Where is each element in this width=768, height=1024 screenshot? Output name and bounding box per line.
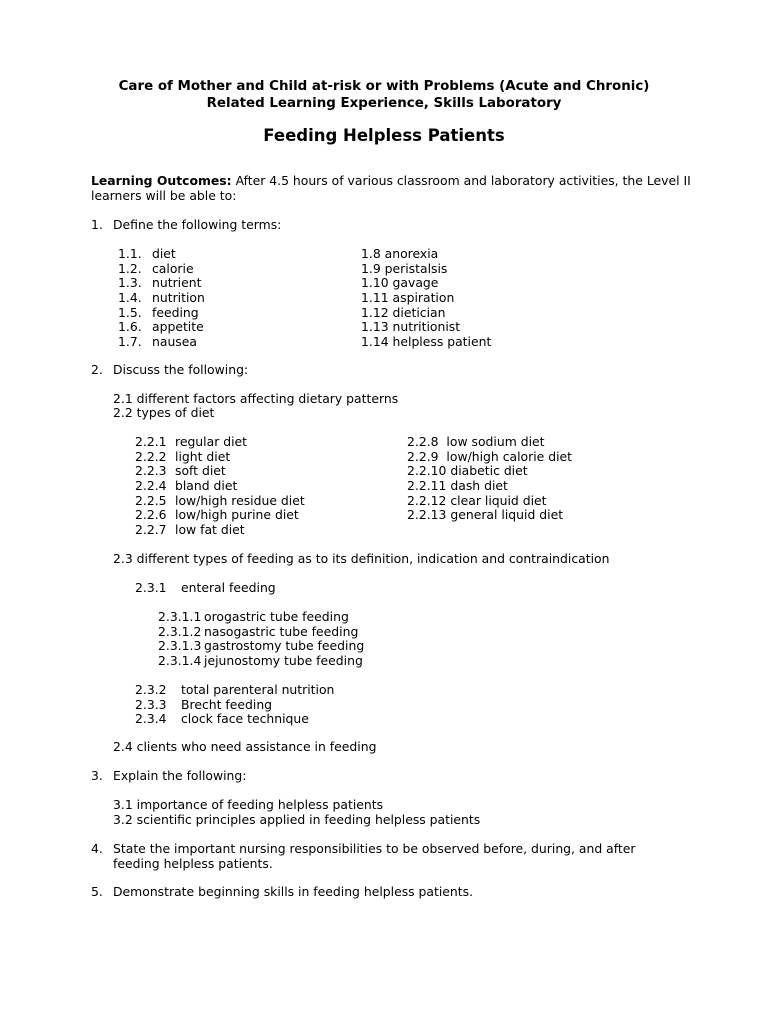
outcome-3 <box>91 769 246 784</box>
outcome-5-text: Demonstrate beginning skills in feeding helpless patients. <box>113 884 474 899</box>
outcome-3-number: 3. <box>91 768 103 783</box>
list-item: 2.2.12 clear liquid diet <box>407 492 547 508</box>
course-subtitle: Related Learning Experience, Skills Laboratory <box>206 96 562 111</box>
outcome-2 <box>91 363 248 378</box>
list-item: 2.2.10 diabetic diet <box>407 463 528 479</box>
list-item: 2.2.4 bland diet <box>135 478 238 494</box>
list-item: 2.2.13 general liquid diet <box>407 507 564 523</box>
feeding-items-list <box>135 683 334 727</box>
list-item: 1.8 anorexia <box>361 246 439 261</box>
list-item: 1.3. nutrient <box>118 275 202 291</box>
diets-left-list <box>135 435 305 538</box>
list-item: 1.14 helpless patient <box>361 334 492 350</box>
page-title: Feeding Helpless Patients <box>263 126 505 145</box>
outcome-4-text: State the important nursing responsibilities to be observed before, during, and after feeding helpless patients. <box>113 841 636 871</box>
outcome-2-text: Discuss the following: <box>113 362 249 377</box>
outcome-5 <box>91 885 473 900</box>
list-item: 2.3.2 total parenteral nutrition <box>135 682 335 697</box>
list-item: 1.12 dietician <box>361 304 446 320</box>
enteral-feeding-heading: 2.3.1 enteral feeding <box>135 580 276 595</box>
outcome-2-number: 2. <box>91 362 103 377</box>
list-item: 1.11 aspiration <box>361 290 455 306</box>
list-item: 1.7. nausea <box>118 334 197 350</box>
outcome-2-3: 2.3 different types of feeding as to its definition, indication and contraindication <box>113 551 610 566</box>
list-item: 1.1. diet <box>118 246 176 261</box>
list-item: 2.2.6 low/high purine diet <box>135 507 299 523</box>
diets-right-list <box>407 435 572 523</box>
outcome-3-text: Explain the following: <box>113 768 247 783</box>
outcome-2-2: 2.2 types of diet <box>113 405 215 420</box>
outcome-5-number: 5. <box>91 884 103 899</box>
list-item: 2.2.2 light diet <box>135 448 231 464</box>
terms-right-list <box>361 247 491 350</box>
list-item: 2.3.3 Brecht feeding <box>135 696 273 712</box>
learning-outcomes-text: After 4.5 hours of various classroom and laboratory activities, the Level II learners will be able to: <box>91 173 691 203</box>
list-item: 2.2.3 soft diet <box>135 463 226 479</box>
list-item: 2.3.4 clock face technique <box>135 711 309 727</box>
list-item: 2.2.11 dash diet <box>407 478 508 494</box>
learning-outcomes-label: Learning Outcomes: <box>91 173 232 188</box>
list-item: 1.13 nutritionist <box>361 319 461 335</box>
outcome-2-1: 2.1 different factors affecting dietary patterns <box>113 391 399 406</box>
list-item: 1.4. nutrition <box>118 290 205 306</box>
learning-outcomes <box>91 173 711 203</box>
outcome-1 <box>91 218 281 233</box>
outcome-4 <box>91 842 691 871</box>
list-item: 2.3.1.2 nasogastric tube feeding <box>158 623 359 639</box>
list-item: 1.5. feeding <box>118 304 199 320</box>
list-item: 2.2.7 low fat diet <box>135 522 245 538</box>
list-item: 2.3.1.4 jejunostomy tube feeding <box>158 653 363 669</box>
list-item: 2.2.1 regular diet <box>135 434 248 449</box>
enteral-items-list <box>158 610 364 669</box>
list-item: 1.10 gavage <box>361 275 439 291</box>
list-item: 2.2.5 low/high residue diet <box>135 492 305 508</box>
list-item: 2.2.8 low sodium diet <box>407 434 545 449</box>
outcome-2-4: 2.4 clients who need assistance in feeding <box>113 739 377 754</box>
list-item: 2.3.1.1 orogastric tube feeding <box>158 609 349 624</box>
terms-left-list <box>118 247 205 350</box>
course-header <box>0 78 768 112</box>
list-item: 2.2.9 low/high calorie diet <box>407 448 573 464</box>
course-title: Care of Mother and Child at-risk or with Problems (Acute and Chronic) <box>118 79 650 94</box>
outcome-1-number: 1. <box>91 217 103 232</box>
outcome-3-1: 3.1 importance of feeding helpless patients <box>113 797 384 812</box>
outcome-1-text: Define the following terms: <box>113 217 282 232</box>
outcome-3-2: 3.2 scientific principles applied in feeding helpless patients <box>113 812 481 827</box>
outcome-4-number: 4. <box>91 841 103 856</box>
list-item: 2.3.1.3 gastrostomy tube feeding <box>158 638 365 654</box>
list-item: 1.6. appetite <box>118 319 204 335</box>
list-item: 1.2. calorie <box>118 260 194 276</box>
list-item: 1.9 peristalsis <box>361 260 448 276</box>
